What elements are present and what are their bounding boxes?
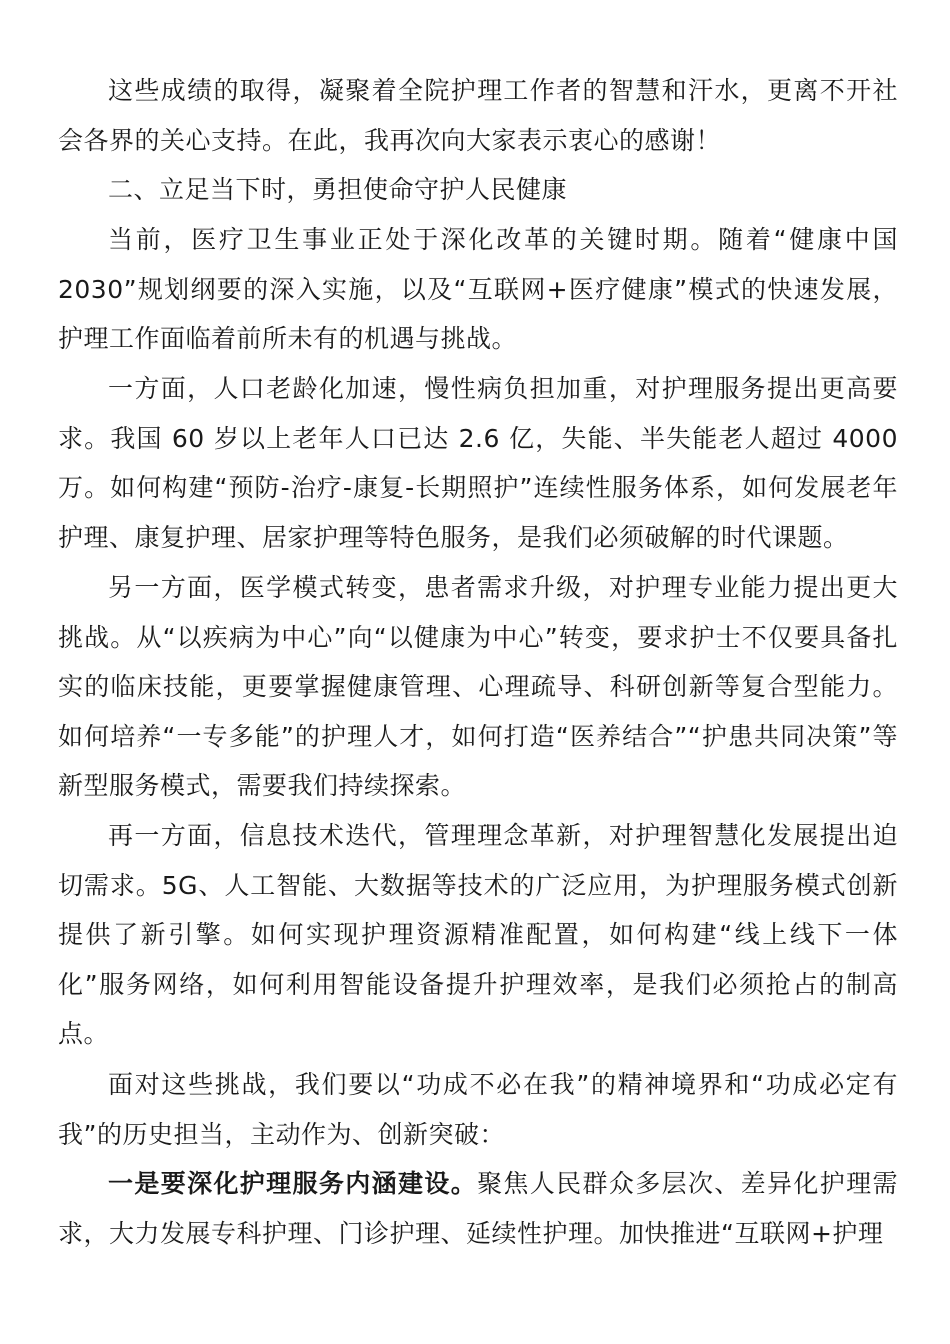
paragraph-medical-model: 另一方面，医学模式转变，患者需求升级，对护理专业能力提出更大挑战。从“以疾病为中心”向“以健康为中心”转变，要求护士不仅要具备扎实的临床技能，更要掌握健康管理、心理疏导、科研创新等复合型能力。如何培养“一专多能”的护理人才，如何打造“医养结合”“护患共同决策”等新型服务模式，需要我们持续探索。 xyxy=(58,573,898,800)
paragraph-context: 当前，医疗卫生事业正处于深化改革的关键时期。随着“健康中国2030”规划纲要的深入实施，以及“互联网+医疗健康”模式的快速发展，护理工作面临着前所未有的机遇与挑战。 xyxy=(58,225,898,353)
section-heading: 二、立足当下时，勇担使命守护人民健康 xyxy=(108,175,568,204)
paragraph-technology: 再一方面，信息技术迭代，管理理念革新，对护理智慧化发展提出迫切需求。5G、人工智能、大数据等技术的广泛应用，为护理服务模式创新提供了新引擎。如何实现护理资源精准配置，如何构建“线上线下一体化”服务网络，如何利用智能设备提升护理效率，是我们必须抢占的制高点。 xyxy=(58,821,898,1048)
paragraph-lead-bold: 一是要深化护理服务内涵建设。 xyxy=(108,1169,478,1198)
paragraph-thanks: 这些成绩的取得，凝聚着全院护理工作者的智慧和汗水，更离不开社会各界的关心支持。在此，我再次向大家表示衷心的感谢！ xyxy=(58,76,898,155)
paragraph-first-point xyxy=(58,1159,898,1258)
paragraph-challenges: 面对这些挑战，我们要以“功成不必在我”的精神境界和“功成必定有我”的历史担当，主动作为、创新突破： xyxy=(58,1070,898,1149)
paragraph-aging: 一方面，人口老龄化加速，慢性病负担加重，对护理服务提出更高要求。我国 60 岁以上老年人口已达 2.6 亿，失能、半失能老人超过 4000 万。如何构建“预防-治疗-康复-长期照护”连续性服务体系，如何发展老年护理、康复护理、居家护理等特色服务，是我们必须破解的时代课题。 xyxy=(58,374,898,552)
paragraph-body: 聚焦人民群众多层次、差异化护理需求，大力发展专科护理、门诊护理、延续性护理。加快推进“互联网+护理 xyxy=(58,1169,898,1248)
